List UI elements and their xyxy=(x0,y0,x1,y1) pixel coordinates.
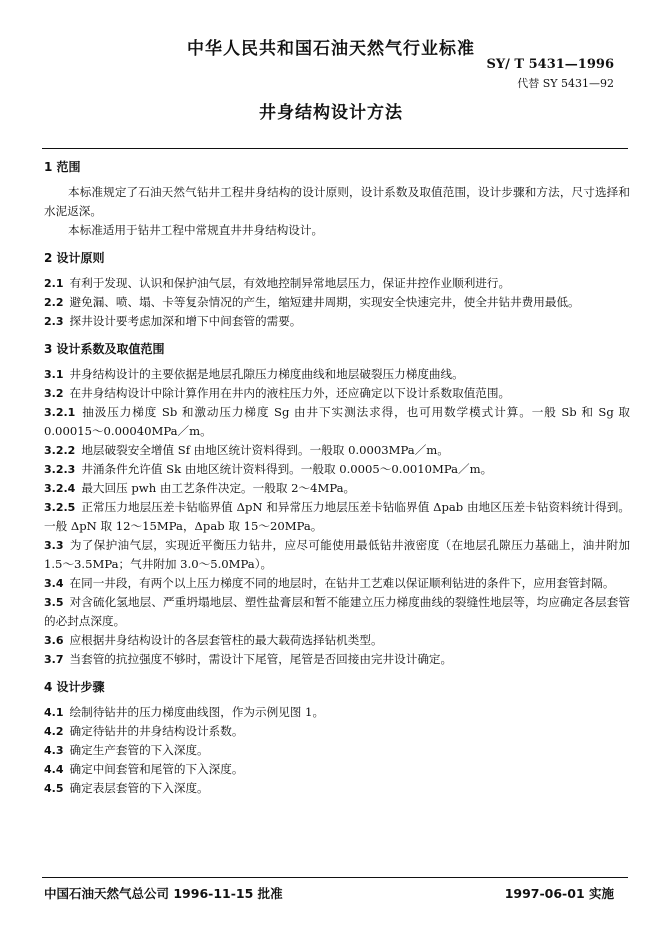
paragraph-text: 地层破裂安全增值 Sf 由地区统计资料得到。一般取 0.0003MPa／m。 xyxy=(81,443,449,457)
standard-title: 中华人民共和国石油天然气行业标准 xyxy=(187,39,475,59)
paragraph-text: 井身结构设计的主要依据是地层孔隙压力梯度曲线和地层破裂压力梯度曲线。 xyxy=(69,367,464,381)
paragraph-text: 在井身结构设计中除计算作用在井内的液柱压力外，还应确定以下设计系数取值范围。 xyxy=(69,386,511,400)
paragraph-text: 应根据井身结构设计的各层套管柱的最大载荷选择钻机类型。 xyxy=(69,633,383,647)
paragraph-text: 抽汲压力梯度 Sb 和激动压力梯度 Sg 由井下实测法求得，也可用数学模式计算。一般 Sb 和 Sg 取 0.00015～0.00040MPa／m。 xyxy=(44,405,630,438)
paragraph xyxy=(44,498,630,536)
paragraph xyxy=(44,183,630,221)
paragraph-text: 最大回压 pwh 由工艺条件决定。一般取 2～4MPa。 xyxy=(81,481,356,495)
paragraph xyxy=(44,779,630,798)
clause-number: 3.2 xyxy=(44,387,64,400)
paragraph-text: 本标准规定了石油天然气钻井工程井身结构的设计原则，设计系数及取值范围，设计步骤和方法，尺寸选择和水泥返深。 xyxy=(44,185,630,218)
clause-number: 4.5 xyxy=(44,782,64,795)
clause-number: 3.1 xyxy=(44,368,64,381)
clause-number: 3.4 xyxy=(44,577,64,590)
clause-number: 2.1 xyxy=(44,277,64,290)
paragraph xyxy=(44,460,630,479)
paragraph-text: 确定中间套管和尾管的下入深度。 xyxy=(69,762,244,776)
paragraph xyxy=(44,403,630,441)
clause-number: 3.7 xyxy=(44,653,64,666)
paragraph xyxy=(44,384,630,403)
clause-number: 3.2.4 xyxy=(44,482,76,495)
paragraph-text: 探井设计要考虑加深和增下中间套管的需要。 xyxy=(69,314,302,328)
paragraph xyxy=(44,741,630,760)
document-title: 井身结构设计方法 xyxy=(259,103,403,123)
footer-rule xyxy=(42,877,628,878)
paragraph xyxy=(44,479,630,498)
paragraph-text: 确定表层套管的下入深度。 xyxy=(69,781,209,795)
clause-number: 4.2 xyxy=(44,725,64,738)
paragraph xyxy=(44,760,630,779)
paragraph xyxy=(44,221,630,240)
clause-number: 3.3 xyxy=(44,539,64,552)
paragraph xyxy=(44,593,630,631)
paragraph-text: 当套管的抗拉强度不够时，需设计下尾管，尾管是否回接由完井设计确定。 xyxy=(69,652,453,666)
replaces-note: 代替 SY 5431—92 xyxy=(517,77,614,90)
clause-number: 2.3 xyxy=(44,315,64,328)
paragraph-text: 在同一井段，有两个以上压力梯度不同的地层时，在钻井工艺难以保证顺利钻进的条件下，应用套管封隔。 xyxy=(69,576,615,590)
paragraph-text: 正常压力地层压差卡钻临界值 ΔpN 和异常压力地层压差卡钻临界值 Δpab 由地区压差卡钻资料统计得到。一般 ΔpN 取 12～15MPa，Δpab 取 15～20MPa。 xyxy=(44,500,630,533)
section-gap xyxy=(44,240,630,249)
paragraph xyxy=(44,365,630,384)
section-gap xyxy=(44,669,630,678)
clause-number: 3.5 xyxy=(44,596,64,609)
paragraph-text: 确定生产套管的下入深度。 xyxy=(69,743,209,757)
clause-number: 4.1 xyxy=(44,706,64,719)
section-heading: 4 设计步骤 xyxy=(44,680,105,694)
paragraph xyxy=(44,631,630,650)
effective-date: 1997-06-01 实施 xyxy=(504,886,614,901)
clause-number: 3.6 xyxy=(44,634,64,647)
clause-number: 3.2.1 xyxy=(44,406,76,419)
paragraph xyxy=(44,441,630,460)
paragraph-text: 对含硫化氢地层、严重坍塌地层、塑性盐膏层和暂不能建立压力梯度曲线的裂缝性地层等，均应确定各层套管的必封点深度。 xyxy=(44,595,630,628)
document-body xyxy=(44,158,630,798)
clause-number: 2.2 xyxy=(44,296,64,309)
section-gap xyxy=(44,331,630,340)
clause-number: 4.4 xyxy=(44,763,64,776)
clause-number: 3.2.5 xyxy=(44,501,76,514)
clause-number: 3.2.2 xyxy=(44,444,76,457)
section-heading: 2 设计原则 xyxy=(44,251,105,265)
paragraph xyxy=(44,536,630,574)
paragraph xyxy=(44,703,630,722)
paragraph-text: 绘制待钻井的压力梯度曲线图，作为示例见图 1。 xyxy=(69,705,325,719)
paragraph-text: 本标准适用于钻井工程中常规直井井身结构设计。 xyxy=(68,223,324,237)
paragraph-text: 确定待钻井的井身结构设计系数。 xyxy=(69,724,244,738)
paragraph-text: 避免漏、喷、塌、卡等复杂情况的产生，缩短建井周期，实现安全快速完井，使全井钻井费用最低。 xyxy=(69,295,580,309)
section-heading: 1 范围 xyxy=(44,160,81,174)
paragraph xyxy=(44,274,630,293)
paragraph xyxy=(44,650,630,669)
paragraph xyxy=(44,293,630,312)
approval-line: 中国石油天然气总公司 1996-11-15 批准 xyxy=(44,886,283,901)
paragraph xyxy=(44,312,630,331)
paragraph-text: 井涌条件允许值 Sk 由地区统计资料得到。一般取 0.0005～0.0010MPa／m。 xyxy=(81,462,493,476)
clause-number: 3.2.3 xyxy=(44,463,76,476)
paragraph xyxy=(44,574,630,593)
standard-code: SY/ T 5431—1996 xyxy=(486,57,614,72)
section-heading: 3 设计系数及取值范围 xyxy=(44,342,165,356)
clause-number: 4.3 xyxy=(44,744,64,757)
paragraph-text: 有利于发现、认识和保护油气层，有效地控制异常地层压力，保证井控作业顺利进行。 xyxy=(69,276,511,290)
header-rule xyxy=(42,148,628,149)
paragraph xyxy=(44,722,630,741)
paragraph-text: 为了保护油气层，实现近平衡压力钻井，应尽可能使用最低钻井液密度（在地层孔隙压力基础上，油井附加 1.5～3.5MPa；气井附加 3.0～5.0MPa）。 xyxy=(44,538,630,571)
